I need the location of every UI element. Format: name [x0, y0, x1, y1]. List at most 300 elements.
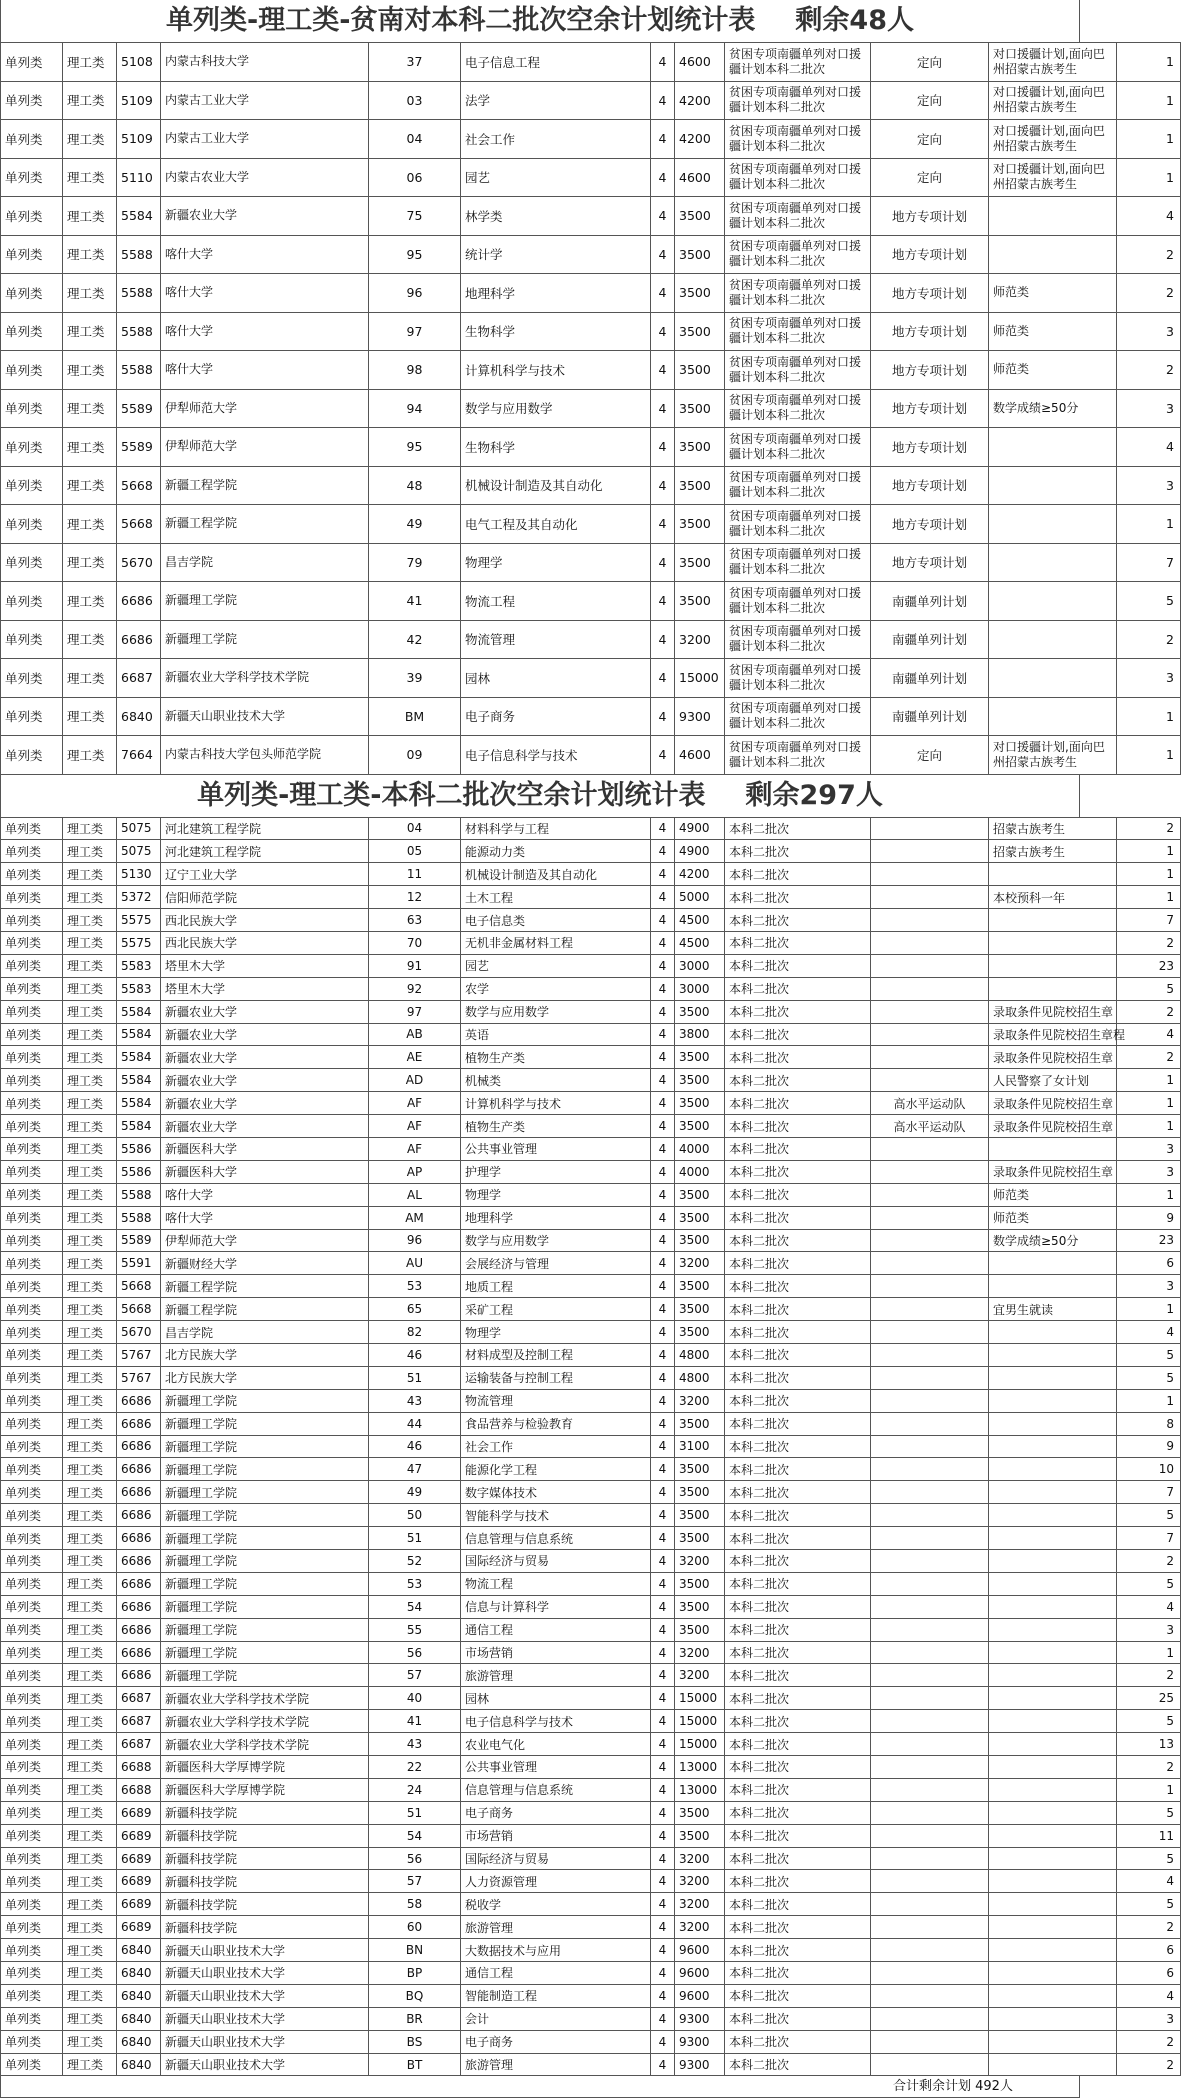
cell-major-name: 社会工作: [461, 120, 651, 159]
cell-major-code: BM: [369, 697, 461, 736]
cell-note: [989, 197, 1117, 236]
cell-plan-type: [871, 1916, 989, 1939]
cell-remaining: 4: [1117, 197, 1181, 236]
cell-category: 单列类: [1, 1847, 63, 1870]
cell-school-code: 6689: [117, 1801, 161, 1824]
cell-school-name: 河北建筑工程学院: [161, 817, 369, 840]
table-row: [1, 1984, 1181, 2007]
cell-batch: 贫困专项南疆单列对口援疆计划本科二批次: [725, 428, 871, 467]
cell-years: 4: [651, 466, 675, 505]
cell-school-name: 新疆理工学院: [161, 1458, 369, 1481]
cell-remaining: 1: [1117, 1092, 1181, 1115]
cell-major-code: 04: [369, 817, 461, 840]
cell-tuition: 4500: [675, 909, 725, 932]
cell-major-name: 地理科学: [461, 1206, 651, 1229]
cell-school-name: 新疆农业大学: [161, 1092, 369, 1115]
cell-school-name: 河北建筑工程学院: [161, 840, 369, 863]
cell-tuition: 3500: [675, 1229, 725, 1252]
cell-remaining: 3: [1117, 659, 1181, 698]
cell-school-code: 5589: [117, 389, 161, 428]
cell-school-code: 5668: [117, 1298, 161, 1321]
cell-plan-type: [871, 1046, 989, 1069]
cell-note: 对口援疆计划,面向巴州招蒙古族考生: [989, 158, 1117, 197]
cell-major-name: 植物生产类: [461, 1046, 651, 1069]
cell-note: [989, 620, 1117, 659]
cell-subject: 理工类: [63, 1092, 117, 1115]
cell-remaining: 1: [1117, 1389, 1181, 1412]
cell-plan-type: [871, 1206, 989, 1229]
cell-note: [989, 1366, 1117, 1389]
cell-tuition: 13000: [675, 1756, 725, 1779]
cell-years: 4: [651, 351, 675, 390]
cell-years: 4: [651, 909, 675, 932]
cell-note: 录取条件见院校招生章程: [989, 1023, 1117, 1046]
cell-remaining: 9: [1117, 1435, 1181, 1458]
cell-category: 单列类: [1, 1618, 63, 1641]
cell-plan-type: 定向: [871, 43, 989, 82]
cell-plan-type: [871, 1183, 989, 1206]
table-row: [1, 954, 1181, 977]
cell-plan-type: 地方专项计划: [871, 466, 989, 505]
cell-remaining: 3: [1117, 1275, 1181, 1298]
cell-school-name: 新疆工程学院: [161, 505, 369, 544]
cell-batch: 本科二批次: [725, 1046, 871, 1069]
cell-remaining: 23: [1117, 1229, 1181, 1252]
cell-note: 录取条件见院校招生章: [989, 1000, 1117, 1023]
cell-remaining: 6: [1117, 1252, 1181, 1275]
cell-remaining: 1: [1117, 1778, 1181, 1801]
cell-school-name: 新疆科技学院: [161, 1916, 369, 1939]
table-row: [1, 863, 1181, 886]
cell-note: [989, 1275, 1117, 1298]
cell-subject: 理工类: [63, 1183, 117, 1206]
cell-plan-type: [871, 1733, 989, 1756]
table-row: [1, 1046, 1181, 1069]
cell-subject: 理工类: [63, 1801, 117, 1824]
cell-remaining: 2: [1117, 817, 1181, 840]
cell-years: 4: [651, 1641, 675, 1664]
cell-major-code: 49: [369, 1481, 461, 1504]
cell-major-code: 48: [369, 466, 461, 505]
cell-school-code: 6689: [117, 1824, 161, 1847]
cell-tuition: 3500: [675, 543, 725, 582]
cell-school-code: 5767: [117, 1366, 161, 1389]
table-row: [1, 1801, 1181, 1824]
cell-plan-type: [871, 2053, 989, 2076]
cell-remaining: 6: [1117, 1962, 1181, 1985]
cell-major-name: 园林: [461, 1687, 651, 1710]
cell-tuition: 15000: [675, 1710, 725, 1733]
cell-batch: 本科二批次: [725, 1870, 871, 1893]
cell-tuition: 3200: [675, 1252, 725, 1275]
cell-remaining: 5: [1117, 1710, 1181, 1733]
cell-school-name: 喀什大学: [161, 235, 369, 274]
cell-note: [989, 977, 1117, 1000]
cell-subject: 理工类: [63, 1504, 117, 1527]
cell-remaining: 1: [1117, 736, 1181, 775]
cell-subject: 理工类: [63, 582, 117, 621]
cell-school-code: 5109: [117, 120, 161, 159]
cell-tuition: 4600: [675, 43, 725, 82]
table-row: [1, 659, 1181, 698]
table-row: [1, 1778, 1181, 1801]
cell-remaining: 2: [1117, 1916, 1181, 1939]
cell-years: 4: [651, 954, 675, 977]
cell-school-code: 6689: [117, 1893, 161, 1916]
cell-major-code: 56: [369, 1847, 461, 1870]
cell-major-name: 机械设计制造及其自动化: [461, 863, 651, 886]
cell-subject: 理工类: [63, 1023, 117, 1046]
cell-major-code: 37: [369, 43, 461, 82]
cell-school-code: 5110: [117, 158, 161, 197]
cell-category: 单列类: [1, 158, 63, 197]
cell-major-name: 旅游管理: [461, 2053, 651, 2076]
cell-batch: 本科二批次: [725, 1252, 871, 1275]
cell-major-code: 03: [369, 81, 461, 120]
cell-major-code: 58: [369, 1893, 461, 1916]
cell-plan-type: [871, 1229, 989, 1252]
cell-plan-type: [871, 1572, 989, 1595]
cell-major-name: 生物科学: [461, 312, 651, 351]
cell-years: 4: [651, 274, 675, 313]
cell-tuition: 4000: [675, 1137, 725, 1160]
cell-major-name: 国际经济与贸易: [461, 1550, 651, 1573]
cell-years: 4: [651, 1275, 675, 1298]
cell-tuition: 4500: [675, 931, 725, 954]
cell-major-code: AL: [369, 1183, 461, 1206]
cell-school-code: 6840: [117, 2007, 161, 2030]
cell-category: 单列类: [1, 1229, 63, 1252]
cell-subject: 理工类: [63, 1389, 117, 1412]
cell-plan-type: [871, 2030, 989, 2053]
cell-school-code: 6686: [117, 1572, 161, 1595]
cell-note: 对口援疆计划,面向巴州招蒙古族考生: [989, 43, 1117, 82]
cell-years: 4: [651, 197, 675, 236]
cell-subject: 理工类: [63, 817, 117, 840]
cell-school-name: 内蒙古工业大学: [161, 120, 369, 159]
cell-school-code: 5109: [117, 81, 161, 120]
cell-note: [989, 659, 1117, 698]
table-row: [1, 1572, 1181, 1595]
cell-major-code: 41: [369, 582, 461, 621]
cell-school-code: 5108: [117, 43, 161, 82]
cell-batch: 本科二批次: [725, 1939, 871, 1962]
cell-school-name: 新疆农业大学: [161, 1023, 369, 1046]
cell-tuition: 4800: [675, 1366, 725, 1389]
cell-tuition: 3200: [675, 1664, 725, 1687]
cell-major-name: 法学: [461, 81, 651, 120]
cell-major-code: 43: [369, 1389, 461, 1412]
cell-subject: 理工类: [63, 1687, 117, 1710]
cell-tuition: 9300: [675, 2053, 725, 2076]
cell-school-code: 5584: [117, 1046, 161, 1069]
cell-years: 4: [651, 1893, 675, 1916]
cell-major-code: 11: [369, 863, 461, 886]
cell-tuition: 3500: [675, 1801, 725, 1824]
cell-batch: 本科二批次: [725, 1366, 871, 1389]
cell-years: 4: [651, 1916, 675, 1939]
cell-school-name: 新疆科技学院: [161, 1870, 369, 1893]
cell-school-name: 喀什大学: [161, 1206, 369, 1229]
cell-subject: 理工类: [63, 235, 117, 274]
cell-years: 4: [651, 1801, 675, 1824]
cell-plan-type: 地方专项计划: [871, 235, 989, 274]
cell-category: 单列类: [1, 543, 63, 582]
cell-subject: 理工类: [63, 1572, 117, 1595]
cell-note: [989, 1618, 1117, 1641]
cell-note: [989, 2007, 1117, 2030]
cell-subject: 理工类: [63, 1962, 117, 1985]
table-row: [1, 1733, 1181, 1756]
table-row: [1, 1664, 1181, 1687]
cell-major-name: 园艺: [461, 954, 651, 977]
cell-major-name: 市场营销: [461, 1824, 651, 1847]
cell-note: [989, 1962, 1117, 1985]
cell-batch: 本科二批次: [725, 909, 871, 932]
cell-tuition: 3000: [675, 977, 725, 1000]
cell-note: [989, 1137, 1117, 1160]
cell-major-code: AF: [369, 1092, 461, 1115]
cell-major-name: 电子信息工程: [461, 43, 651, 82]
cell-note: [989, 1664, 1117, 1687]
cell-plan-type: [871, 1458, 989, 1481]
cell-subject: 理工类: [63, 1664, 117, 1687]
cell-years: 4: [651, 1046, 675, 1069]
cell-category: 单列类: [1, 1275, 63, 1298]
cell-major-code: 51: [369, 1366, 461, 1389]
cell-years: 4: [651, 1115, 675, 1138]
cell-batch: 本科二批次: [725, 977, 871, 1000]
cell-years: 4: [651, 1366, 675, 1389]
cell-batch: 本科二批次: [725, 1550, 871, 1573]
cell-years: 4: [651, 158, 675, 197]
cell-major-name: 税收学: [461, 1893, 651, 1916]
cell-major-code: AB: [369, 1023, 461, 1046]
section2-remaining: 剩余297人: [745, 779, 883, 811]
cell-school-code: 5584: [117, 1115, 161, 1138]
cell-tuition: 3200: [675, 1847, 725, 1870]
cell-tuition: 3500: [675, 389, 725, 428]
cell-subject: 理工类: [63, 1275, 117, 1298]
cell-tuition: 3500: [675, 1527, 725, 1550]
cell-plan-type: [871, 1710, 989, 1733]
cell-years: 4: [651, 1550, 675, 1573]
cell-years: 4: [651, 2030, 675, 2053]
cell-major-name: 材料成型及控制工程: [461, 1343, 651, 1366]
cell-tuition: 3200: [675, 1389, 725, 1412]
cell-tuition: 3500: [675, 1618, 725, 1641]
cell-plan-type: [871, 1550, 989, 1573]
cell-school-name: 新疆理工学院: [161, 1412, 369, 1435]
cell-note: [989, 1778, 1117, 1801]
cell-school-name: 新疆科技学院: [161, 1824, 369, 1847]
cell-plan-type: [871, 1389, 989, 1412]
cell-batch: 本科二批次: [725, 1481, 871, 1504]
cell-school-name: 新疆理工学院: [161, 1572, 369, 1595]
table-row: [1, 2030, 1181, 2053]
cell-major-code: 24: [369, 1778, 461, 1801]
cell-plan-type: [871, 1824, 989, 1847]
cell-school-name: 新疆医科大学: [161, 1160, 369, 1183]
cell-subject: 理工类: [63, 466, 117, 505]
cell-subject: 理工类: [63, 1137, 117, 1160]
cell-major-code: 51: [369, 1527, 461, 1550]
cell-batch: 本科二批次: [725, 1984, 871, 2007]
cell-category: 单列类: [1, 582, 63, 621]
table-row: [1, 2007, 1181, 2030]
cell-school-name: 昌吉学院: [161, 543, 369, 582]
cell-category: 单列类: [1, 2007, 63, 2030]
cell-major-code: 09: [369, 736, 461, 775]
cell-plan-type: [871, 1137, 989, 1160]
cell-plan-type: [871, 1778, 989, 1801]
table-row: [1, 1687, 1181, 1710]
table-row: [1, 840, 1181, 863]
cell-major-code: 49: [369, 505, 461, 544]
cell-school-code: 5583: [117, 977, 161, 1000]
cell-years: 4: [651, 1870, 675, 1893]
cell-batch: 本科二批次: [725, 1962, 871, 1985]
cell-school-name: 新疆天山职业技术大学: [161, 2007, 369, 2030]
cell-major-code: BS: [369, 2030, 461, 2053]
cell-tuition: 3500: [675, 197, 725, 236]
cell-remaining: 3: [1117, 466, 1181, 505]
cell-batch: 本科二批次: [725, 1435, 871, 1458]
cell-subject: 理工类: [63, 505, 117, 544]
cell-years: 4: [651, 620, 675, 659]
cell-school-name: 新疆天山职业技术大学: [161, 2053, 369, 2076]
cell-school-name: 新疆科技学院: [161, 1801, 369, 1824]
cell-subject: 理工类: [63, 1343, 117, 1366]
cell-school-code: 5668: [117, 505, 161, 544]
section1-title-text: 单列类-理工类-贫南对本科二批次空余计划统计表: [166, 5, 756, 36]
cell-note: 师范类: [989, 351, 1117, 390]
cell-school-code: 6686: [117, 1550, 161, 1573]
cell-tuition: 3500: [675, 1481, 725, 1504]
cell-remaining: 2: [1117, 620, 1181, 659]
cell-category: 单列类: [1, 886, 63, 909]
cell-category: 单列类: [1, 1572, 63, 1595]
cell-remaining: 5: [1117, 1504, 1181, 1527]
cell-school-code: 5588: [117, 235, 161, 274]
cell-remaining: 1: [1117, 840, 1181, 863]
cell-major-name: 统计学: [461, 235, 651, 274]
cell-category: 单列类: [1, 2053, 63, 2076]
cell-category: 单列类: [1, 909, 63, 932]
cell-remaining: 23: [1117, 954, 1181, 977]
cell-school-code: 6686: [117, 1458, 161, 1481]
cell-major-code: AE: [369, 1046, 461, 1069]
cell-years: 4: [651, 81, 675, 120]
cell-subject: 理工类: [63, 1778, 117, 1801]
cell-remaining: 4: [1117, 1321, 1181, 1344]
cell-note: [989, 1916, 1117, 1939]
cell-plan-type: [871, 1687, 989, 1710]
table-row: [1, 158, 1181, 197]
cell-plan-type: [871, 840, 989, 863]
cell-remaining: 5: [1117, 1801, 1181, 1824]
cell-major-name: 数字媒体技术: [461, 1481, 651, 1504]
cell-batch: 贫困专项南疆单列对口援疆计划本科二批次: [725, 312, 871, 351]
cell-tuition: 3500: [675, 1298, 725, 1321]
cell-major-name: 数学与应用数学: [461, 1229, 651, 1252]
cell-tuition: 3500: [675, 1824, 725, 1847]
cell-batch: 本科二批次: [725, 931, 871, 954]
cell-major-name: 数学与应用数学: [461, 389, 651, 428]
cell-years: 4: [651, 931, 675, 954]
cell-tuition: 3500: [675, 235, 725, 274]
cell-remaining: 1: [1117, 1641, 1181, 1664]
cell-major-name: 电子信息类: [461, 909, 651, 932]
cell-plan-type: 地方专项计划: [871, 543, 989, 582]
cell-plan-type: [871, 1939, 989, 1962]
cell-subject: 理工类: [63, 1550, 117, 1573]
cell-category: 单列类: [1, 1527, 63, 1550]
cell-batch: 本科二批次: [725, 1115, 871, 1138]
table-row: [1, 1962, 1181, 1985]
cell-note: [989, 1847, 1117, 1870]
cell-plan-type: [871, 886, 989, 909]
cell-school-name: 新疆科技学院: [161, 1847, 369, 1870]
cell-plan-type: 定向: [871, 736, 989, 775]
cell-batch: 本科二批次: [725, 1664, 871, 1687]
cell-years: 4: [651, 1778, 675, 1801]
cell-category: 单列类: [1, 1870, 63, 1893]
cell-school-code: 6840: [117, 2030, 161, 2053]
cell-major-code: 47: [369, 1458, 461, 1481]
cell-tuition: 3800: [675, 1023, 725, 1046]
cell-subject: 理工类: [63, 1870, 117, 1893]
cell-school-code: 5130: [117, 863, 161, 886]
cell-batch: 本科二批次: [725, 1229, 871, 1252]
cell-school-code: 5668: [117, 466, 161, 505]
table-row: [1, 428, 1181, 467]
cell-years: 4: [651, 120, 675, 159]
cell-school-name: 昌吉学院: [161, 1321, 369, 1344]
table-row: [1, 1435, 1181, 1458]
cell-school-name: 新疆农业大学科学技术学院: [161, 1687, 369, 1710]
cell-major-code: 70: [369, 931, 461, 954]
cell-tuition: 3500: [675, 274, 725, 313]
cell-major-code: 60: [369, 1916, 461, 1939]
cell-school-name: 新疆理工学院: [161, 1595, 369, 1618]
cell-subject: 理工类: [63, 1206, 117, 1229]
cell-tuition: 3000: [675, 954, 725, 977]
cell-subject: 理工类: [63, 1321, 117, 1344]
cell-remaining: 7: [1117, 1527, 1181, 1550]
cell-tuition: 9300: [675, 697, 725, 736]
cell-tuition: 3500: [675, 1069, 725, 1092]
cell-plan-type: [871, 1870, 989, 1893]
cell-years: 4: [651, 2053, 675, 2076]
cell-tuition: 3500: [675, 1412, 725, 1435]
cell-major-code: 75: [369, 197, 461, 236]
cell-major-name: 公共事业管理: [461, 1756, 651, 1779]
cell-tuition: 3500: [675, 1092, 725, 1115]
cell-major-name: 物理学: [461, 1183, 651, 1206]
cell-category: 单列类: [1, 428, 63, 467]
cell-years: 4: [651, 1824, 675, 1847]
cell-school-name: 新疆农业大学: [161, 197, 369, 236]
table-row: [1, 736, 1181, 775]
cell-school-code: 5584: [117, 197, 161, 236]
cell-plan-type: [871, 1000, 989, 1023]
cell-note: [989, 2030, 1117, 2053]
cell-school-code: 5075: [117, 840, 161, 863]
cell-school-code: 5586: [117, 1137, 161, 1160]
cell-years: 4: [651, 43, 675, 82]
cell-years: 4: [651, 1458, 675, 1481]
